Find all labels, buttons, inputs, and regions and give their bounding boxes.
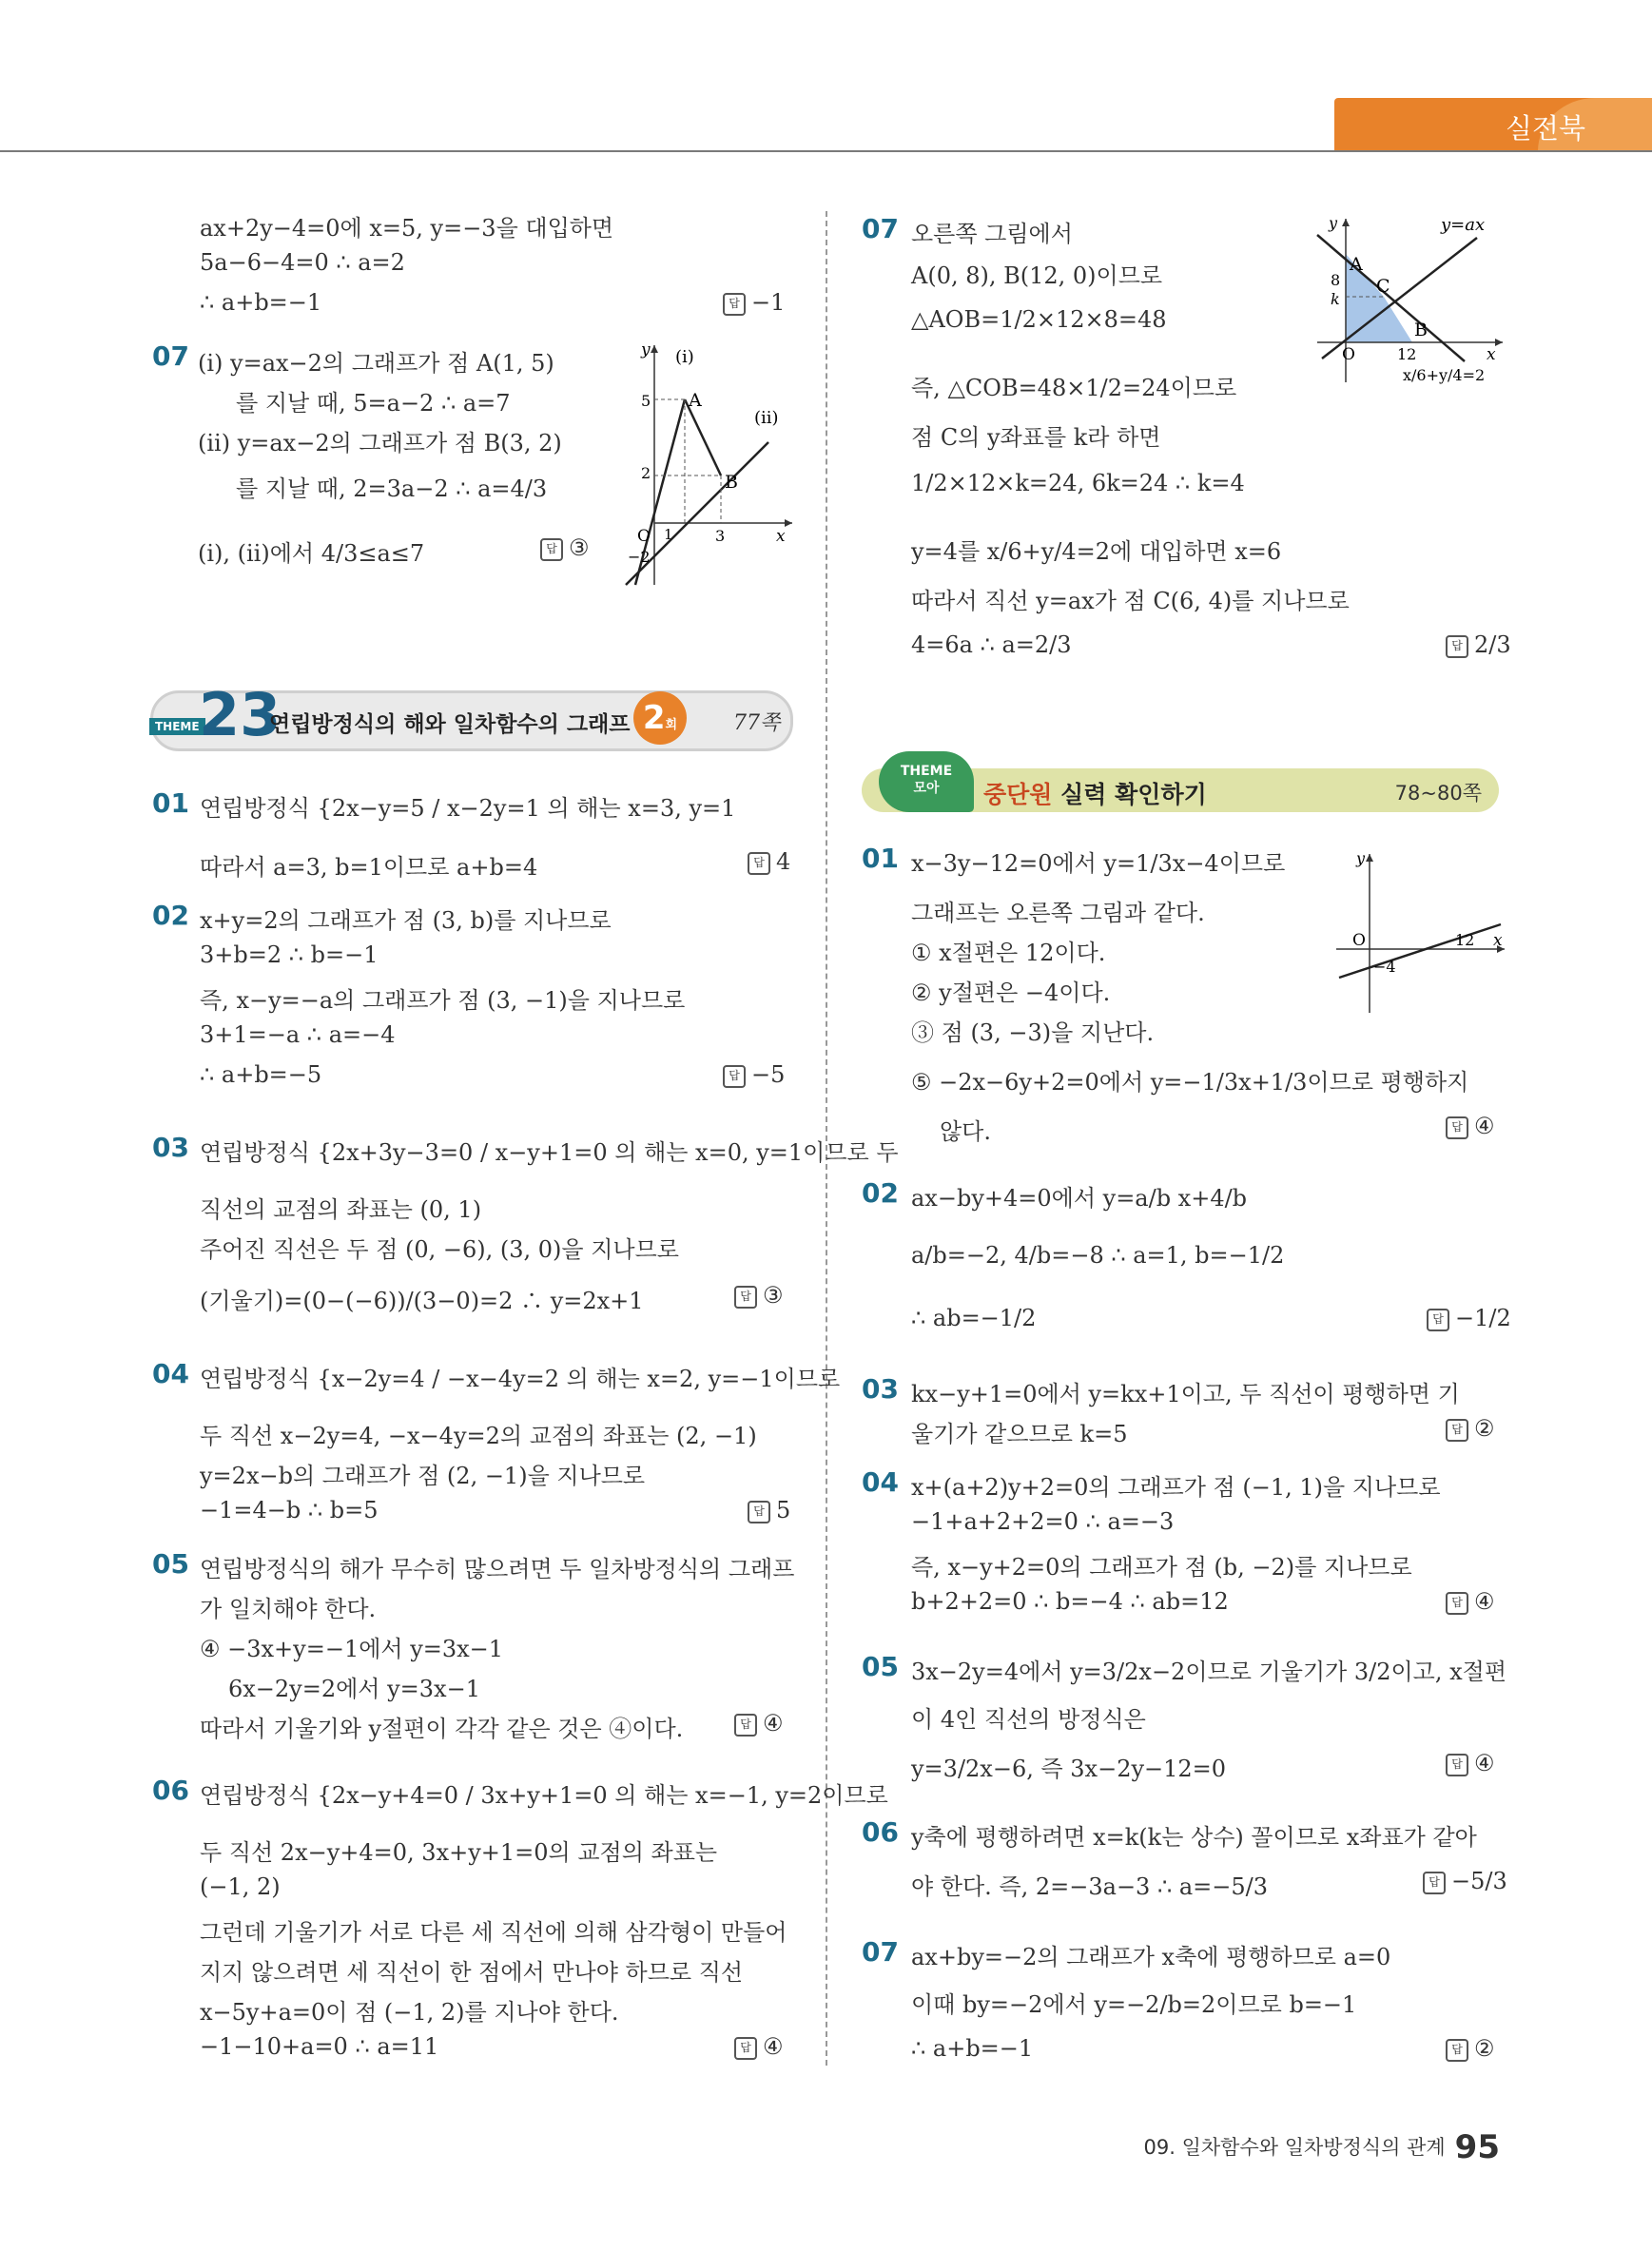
theme-badge: THEME 모아 [879, 751, 974, 812]
text-line: 두 직선 2x−y+4=0, 3x+y+1=0의 교점의 좌표는 [200, 1839, 718, 1866]
answer-icon: 답 [540, 538, 563, 561]
answer-icon: 답 [1446, 2039, 1468, 2062]
svg-text:k: k [1331, 290, 1340, 308]
answer: 답 ② [1446, 2035, 1495, 2062]
answer-icon: 답 [723, 1065, 746, 1088]
question-number: 03 [152, 1132, 189, 1163]
answer: 답 −5/3 [1423, 1868, 1507, 1894]
text-line: 3+1=−a ∴ a=−4 [200, 1021, 396, 1048]
text-line: kx−y+1=0에서 y=kx+1이고, 두 직선이 평행하면 기 [911, 1381, 1460, 1407]
answer: 답 ④ [1446, 1750, 1495, 1776]
text-line: 그런데 기울기가 서로 다른 세 직선에 의해 삼각형이 만들어 [200, 1919, 787, 1946]
svg-text:−2: −2 [628, 548, 651, 566]
text-line: 따라서 직선 y=ax가 점 C(6, 4)를 지나므로 [911, 588, 1350, 614]
svg-text:O: O [637, 527, 651, 546]
text-line: y=4를 x/6+y/4=2에 대입하면 x=6 [911, 538, 1282, 565]
theme-title: 중단원 실력 확인하기 [983, 781, 1207, 808]
answer: 답 −5 [723, 1061, 785, 1088]
graph-right-01 [1331, 846, 1512, 1018]
answer-icon: 답 [1427, 1309, 1449, 1331]
question-number: 06 [152, 1775, 189, 1806]
svg-text:A: A [1350, 254, 1363, 275]
text-line: b+2+2=0 ∴ b=−4 ∴ ab=12 [911, 1588, 1229, 1615]
text-line: 울기가 같으므로 k=5 [911, 1421, 1128, 1447]
round-badge: 2회 [633, 691, 687, 745]
text-line: ax+2y−4=0에 x=5, y=−3을 대입하면 [200, 215, 614, 242]
question-number: 06 [862, 1816, 899, 1848]
text-line: 따라서 a=3, b=1이므로 a+b=4 [200, 854, 538, 881]
answer-icon: 답 [1446, 1116, 1468, 1139]
svg-text:8: 8 [1331, 271, 1341, 289]
answer-icon: 답 [734, 1714, 757, 1737]
text-line: a/b=−2, 4/b=−8 ∴ a=1, b=−1/2 [911, 1242, 1285, 1269]
svg-text:y: y [1329, 214, 1338, 232]
text-line: 연립방정식 {2x+3y−3=0 / x−y+1=0 의 해는 x=0, y=1이므로 두 [200, 1139, 899, 1166]
svg-text:y=ax: y=ax [1441, 215, 1486, 235]
text-line: −1+a+2+2=0 ∴ a=−3 [911, 1508, 1175, 1535]
text-line: x+y=2의 그래프가 점 (3, b)를 지나므로 [200, 907, 612, 934]
theme-number: 23 [199, 680, 282, 749]
answer: 답 5 [748, 1497, 790, 1523]
question-number: 03 [862, 1373, 899, 1405]
text-line: 3x−2y=4에서 y=3/2x−2이므로 기울기가 3/2이고, x절편 [911, 1659, 1507, 1685]
svg-text:O: O [1352, 931, 1366, 950]
answer: 답 ③ [540, 534, 590, 561]
text-line: (−1, 2) [200, 1873, 281, 1900]
text-line: 연립방정식 {x−2y=4 / −x−4y=2 의 해는 x=2, y=−1이므로 [200, 1366, 841, 1392]
text-line: 그래프는 오른쪽 그림과 같다. [911, 900, 1205, 926]
text-line: (ⅱ) y=ax−2의 그래프가 점 B(3, 2) [198, 430, 562, 456]
text-line: 4=6a ∴ a=2/3 [911, 631, 1072, 658]
page-number: 95 [1454, 2128, 1500, 2166]
svg-text:B: B [725, 472, 738, 493]
text-line: ∴ ab=−1/2 [911, 1305, 1037, 1331]
answer: 답 −1/2 [1427, 1305, 1511, 1331]
question-number: 04 [862, 1466, 899, 1498]
text-line: y축에 평행하려면 x=k(k는 상수) 꼴이므로 x좌표가 같아 [911, 1824, 1477, 1851]
theme-page: 78~80쪽 [1394, 782, 1482, 805]
text-line: 지지 않으려면 세 직선이 한 점에서 만나야 하므로 직선 [200, 1959, 744, 1986]
answer-icon: 답 [1446, 1592, 1468, 1615]
chapter-title: 09. 일차함수와 일차방정식의 관계 [1143, 2136, 1446, 2159]
text-line: 이때 by=−2에서 y=−2/b=2이므로 b=−1 [911, 1991, 1357, 2018]
header-tab [1334, 98, 1652, 151]
text-line: ∴ a+b=−1 [200, 289, 322, 316]
text-line: 즉, x−y=−a의 그래프가 점 (3, −1)을 지나므로 [200, 987, 686, 1014]
question-number: 05 [862, 1651, 899, 1682]
answer-icon: 답 [723, 293, 746, 316]
answer: 답 ④ [1446, 1588, 1495, 1615]
text-line: (기울기)=(0−(−6))/(3−0)=2 ∴ y=2x+1 [200, 1288, 644, 1314]
question-number: 05 [152, 1548, 189, 1580]
text-line: ∴ a+b=−5 [200, 1061, 322, 1088]
text-line: A(0, 8), B(12, 0)이므로 [911, 262, 1163, 289]
text-line: △AOB=1/2×12×8=48 [911, 306, 1167, 333]
text-line: (ⅰ), (ⅱ)에서 4/3≤a≤7 [198, 540, 425, 567]
answer: 답 ④ [734, 2033, 784, 2060]
svg-text:y: y [641, 340, 651, 359]
answer: 답 2/3 [1446, 631, 1511, 658]
text-line: ∴ a+b=−1 [911, 2035, 1034, 2062]
svg-text:x/6+y/4=2: x/6+y/4=2 [1403, 366, 1486, 384]
svg-text:12: 12 [1397, 345, 1417, 363]
text-line: 5a−6−4=0 ∴ a=2 [200, 249, 405, 276]
theme-page: 77쪽 [733, 711, 781, 735]
text-line: (ⅰ) y=ax−2의 그래프가 점 A(1, 5) [198, 350, 554, 377]
text-line: ④ −3x+y=−1에서 y=3x−1 [200, 1636, 504, 1662]
text-line: 오른쪽 그림에서 [911, 221, 1073, 247]
answer: 답 ④ [1446, 1113, 1495, 1139]
text-line: y=3/2x−6, 즉 3x−2y−12=0 [911, 1756, 1227, 1782]
question-number: 02 [862, 1177, 899, 1209]
text-line: 따라서 기울기와 y절편이 각각 같은 것은 ④이다. [200, 1716, 684, 1742]
answer-icon: 답 [1446, 635, 1468, 658]
text-line: 를 지날 때, 5=a−2 ∴ a=7 [236, 390, 511, 417]
question-number: 04 [152, 1358, 189, 1389]
svg-text:−4: −4 [1373, 958, 1396, 976]
text-line: y=2x−b의 그래프가 점 (2, −1)을 지나므로 [200, 1463, 646, 1489]
svg-text:(ⅰ): (ⅰ) [675, 347, 694, 367]
text-line: x−5y+a=0이 점 (−1, 2)를 지나야 한다. [200, 1999, 619, 2026]
answer: 답 ③ [734, 1282, 784, 1309]
svg-text:(ⅱ): (ⅱ) [754, 408, 779, 428]
text-line: 않다. [940, 1118, 991, 1145]
text-line: 두 직선 x−2y=4, −x−4y=2의 교점의 좌표는 (2, −1) [200, 1423, 757, 1449]
theme-banner [862, 764, 1499, 812]
text-line: x−3y−12=0에서 y=1/3x−4이므로 [911, 850, 1286, 877]
graph-q07-right [1308, 211, 1507, 387]
answer: 답 −1 [723, 289, 785, 316]
text-line: 연립방정식 {2x−y=5 / x−2y=1 의 해는 x=3, y=1 [200, 795, 736, 822]
question-number: 02 [152, 900, 189, 931]
svg-text:O: O [1342, 345, 1355, 364]
header-rule [0, 150, 1652, 152]
question-number: 07 [862, 1936, 899, 1968]
theme-badge: THEME [149, 718, 205, 735]
text-line: 연립방정식의 해가 무수히 많으려면 두 일차방정식의 그래프 [200, 1556, 795, 1582]
text-line: 연립방정식 {2x−y+4=0 / 3x+y+1=0 의 해는 x=−1, y=2이므로 [200, 1782, 888, 1809]
text-line: x+(a+2)y+2=0의 그래프가 점 (−1, 1)을 지나므로 [911, 1474, 1441, 1501]
text-line: −1−10+a=0 ∴ a=11 [200, 2033, 439, 2060]
text-line: ax−by+4=0에서 y=a/b x+4/b [911, 1185, 1248, 1212]
text-line: ax+by=−2의 그래프가 x축에 평행하므로 a=0 [911, 1944, 1391, 1970]
svg-text:1: 1 [664, 526, 673, 543]
answer: 답 ② [1446, 1415, 1495, 1442]
text-line: 주어진 직선은 두 점 (0, −6), (3, 0)을 지나므로 [200, 1236, 679, 1263]
svg-text:12: 12 [1455, 931, 1475, 949]
svg-text:x: x [1493, 931, 1503, 950]
answer-icon: 답 [734, 1286, 757, 1309]
answer: 답 ④ [734, 1710, 784, 1737]
svg-text:x: x [776, 527, 786, 546]
page-footer [1144, 2128, 1500, 2166]
text-line: ① x절편은 12이다. [911, 940, 1106, 966]
text-line: ③ 점 (3, −3)을 지난다. [911, 1019, 1155, 1046]
header-tab-label: 실전북 [1505, 112, 1585, 145]
text-line: 6x−2y=2에서 y=3x−1 [228, 1676, 480, 1702]
question-number: 01 [862, 843, 899, 874]
text-line: 를 지날 때, 2=3a−2 ∴ a=4/3 [236, 475, 548, 502]
text-line: −1=4−b ∴ b=5 [200, 1497, 379, 1523]
answer-icon: 답 [748, 1501, 770, 1523]
svg-text:x: x [1487, 345, 1496, 364]
text-line: 즉, △COB=48×1/2=24이므로 [911, 375, 1237, 401]
svg-text:3: 3 [715, 527, 726, 545]
svg-text:B: B [1414, 320, 1428, 340]
answer-icon: 답 [1423, 1872, 1446, 1894]
question-number: 07 [152, 340, 189, 372]
graph-q07-left [616, 338, 797, 594]
svg-text:A: A [689, 390, 702, 411]
question-number: 01 [152, 787, 189, 819]
text-line: ② y절편은 −4이다. [911, 980, 1111, 1006]
text-line: 점 C의 y좌표를 k라 하면 [911, 424, 1161, 451]
answer: 답 4 [748, 848, 790, 875]
answer-icon: 답 [1446, 1754, 1468, 1776]
text-line: 야 한다. 즉, 2=−3a−3 ∴ a=−5/3 [911, 1873, 1269, 1900]
theme-title: 연립방정식의 해와 일차함수의 그래프 [269, 712, 631, 737]
svg-text:y: y [1356, 849, 1366, 867]
text-line: ⑤ −2x−6y+2=0에서 y=−1/3x+1/3이므로 평행하지 [911, 1069, 1469, 1096]
text-line: 3+b=2 ∴ b=−1 [200, 941, 379, 968]
text-line: 즉, x−y+2=0의 그래프가 점 (b, −2)를 지나므로 [911, 1554, 1412, 1581]
question-number: 07 [862, 213, 899, 244]
text-line: 가 일치해야 한다. [200, 1596, 377, 1622]
theme-banner [150, 680, 793, 751]
text-line: 이 4인 직선의 방정식은 [911, 1706, 1146, 1733]
text-line: 직선의 교점의 좌표는 (0, 1) [200, 1196, 482, 1223]
svg-text:2: 2 [641, 464, 651, 482]
answer-icon: 답 [734, 2037, 757, 2060]
answer-icon: 답 [748, 852, 770, 875]
answer-icon: 답 [1446, 1419, 1468, 1442]
text-line: 1/2×12×k=24, 6k=24 ∴ k=4 [911, 470, 1245, 496]
svg-text:C: C [1376, 276, 1390, 297]
svg-text:5: 5 [641, 392, 651, 410]
